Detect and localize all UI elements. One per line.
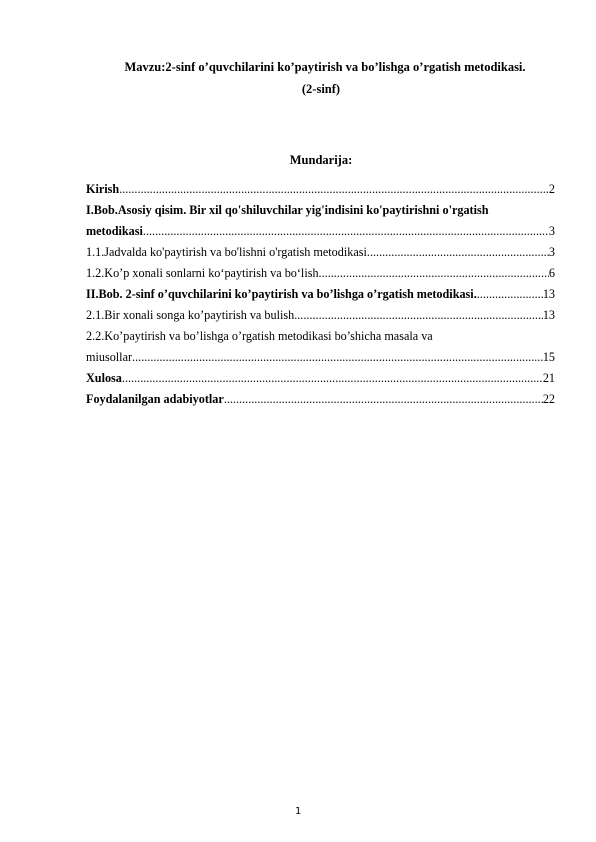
toc-entry-text: II.Bob. 2-sinf o’quvchilarini ko’paytirish va bo’lishga o’rgatish metodikasi. bbox=[86, 287, 477, 301]
toc-entry-text: Xulosa bbox=[86, 371, 122, 385]
toc-entry-page: 22 bbox=[542, 392, 555, 406]
toc-entry-chapter-1[interactable] bbox=[86, 197, 555, 218]
toc-entry-chapter-1-cont[interactable] bbox=[86, 218, 555, 239]
toc-entry-2-2[interactable] bbox=[86, 323, 555, 344]
toc-entry-1-2[interactable] bbox=[86, 260, 555, 281]
contents-heading: Mundarija: bbox=[289, 153, 353, 167]
toc-entry-1-1[interactable] bbox=[86, 239, 555, 260]
toc-entry-text: 2.2.Ko’paytirish va bo’lishga o’rgatish metodikasi bo’shicha masala va bbox=[86, 329, 433, 343]
toc-entry-text: 1.1.Jadvalda ko'paytirish va bo'lishni o'rgatish metodikasi bbox=[86, 245, 367, 259]
table-of-contents bbox=[86, 176, 555, 407]
document-subtitle: (2-sinf) bbox=[301, 82, 341, 96]
toc-entry-2-2-cont[interactable] bbox=[86, 344, 555, 365]
page-number: 1 bbox=[294, 806, 302, 817]
toc-entry-text: Foydalanilgan adabiyotlar bbox=[86, 392, 224, 406]
toc-entry-text: Kirish bbox=[86, 182, 120, 196]
toc-leader-dots bbox=[477, 287, 543, 302]
toc-leader-dots bbox=[119, 182, 549, 197]
toc-entry-page: 13 bbox=[542, 287, 555, 301]
toc-entry-page: 2 bbox=[548, 182, 555, 196]
toc-leader-dots bbox=[367, 245, 549, 260]
toc-entry-page: 15 bbox=[542, 350, 555, 364]
toc-entry-xulosa[interactable] bbox=[86, 365, 555, 386]
toc-leader-dots bbox=[122, 371, 543, 386]
toc-entry-text: 1.2.Ko’p xonali sonlarni ko‘paytirish va bo‘lish bbox=[86, 266, 319, 280]
toc-entry-page: 13 bbox=[542, 308, 555, 322]
toc-leader-dots bbox=[294, 308, 543, 323]
document-title: Mavzu:2-sinf o’quvchilarini ko’paytirish va bo’lishga o’rgatish metodikasi. bbox=[124, 60, 526, 74]
toc-entry-page: 3 bbox=[548, 224, 555, 238]
toc-entry-2-1[interactable] bbox=[86, 302, 555, 323]
toc-leader-dots bbox=[143, 224, 549, 239]
toc-leader-dots bbox=[132, 350, 543, 365]
toc-entry-page: 3 bbox=[548, 245, 555, 259]
toc-entry-text: miusollar bbox=[86, 350, 133, 364]
toc-entry-text: 2.1.Bir xonali songa ko’paytirish va bulish bbox=[86, 308, 295, 322]
toc-entry-page: 6 bbox=[548, 266, 555, 280]
toc-entry-text: metodikasi bbox=[86, 224, 143, 238]
toc-entry-text: I.Bob.Asosiy qisim. Bir xil qo'shiluvchilar yig'indisini ko'paytirishni o'rgatish bbox=[86, 203, 489, 217]
toc-entry-references[interactable] bbox=[86, 386, 555, 407]
toc-entry-kirish[interactable] bbox=[86, 176, 555, 197]
toc-leader-dots bbox=[224, 392, 543, 407]
toc-leader-dots bbox=[319, 266, 549, 281]
toc-entry-page: 21 bbox=[542, 371, 555, 385]
toc-entry-chapter-2[interactable] bbox=[86, 281, 555, 302]
